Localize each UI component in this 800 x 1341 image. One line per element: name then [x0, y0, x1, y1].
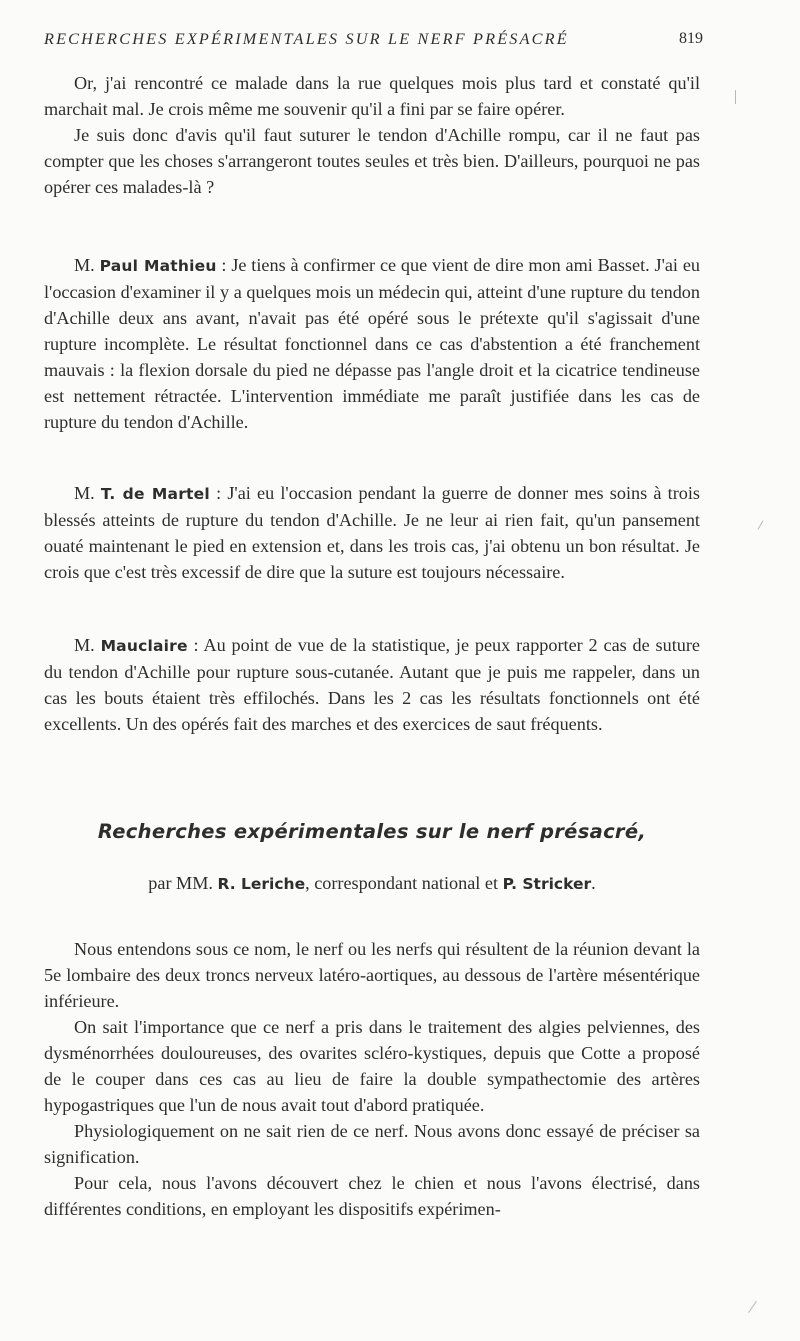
paragraph — [44, 632, 700, 737]
scan-mark — [748, 1301, 757, 1313]
scan-mark — [735, 90, 736, 104]
intervention-martel — [44, 480, 700, 585]
paragraph: Nous entendons sous ce nom, le nerf ou les nerfs qui résultent de la réunion devant la 5e lombaire des deux troncs nerveux latéro-aortiques, au dessous de l'artère mésentérique inférieure. — [44, 939, 700, 1011]
paragraph: Je suis donc d'avis qu'il faut suturer le tendon d'Achille rompu, car il ne faut pas compter que les choses s'arrangeront toutes seules et très bien. D'ailleurs, pourquoi ne pas opérer ces malades-là ? — [44, 125, 700, 197]
byline-suffix: . — [591, 873, 596, 893]
speaker-name: Paul Mathieu — [99, 257, 217, 275]
speaker-text: : Je tiens à confirmer ce que vient de dire mon ami Basset. J'ai eu l'occasion d'examiner il y a quelques mois un médecin qui, atteint d'une rupture du tendon d'Achille deux ans avant, n'avait pas été opéré sous le prétexte qu'il s'agissait d'une rupture incomplète. Le résultat fonctionnel dans ce cas d'abstention a été franchement mauvais : la flexion dorsale du pied ne dépasse pas l'angle droit et la cicatrice tendineuse est nettement rétractée. L'intervention immédiate me paraît justifiée dans les cas de rupture du tendon d'Achille. — [44, 255, 700, 432]
speaker-text: : J'ai eu l'occasion pendant la guerre de donner mes soins à trois blessés atteints de rupture du tendon d'Achille. Je ne leur ai rien fait, qu'un pansement ouaté maintenant le pied en extension et, dans les trois cas, j'ai obtenu un bon résultat. Je crois que c'est très excessif de dire que la suture est toujours nécessaire. — [44, 483, 701, 582]
byline-prefix: par MM. — [148, 873, 218, 893]
paragraph: Or, j'ai rencontré ce malade dans la rue quelques mois plus tard et constaté qu'il marchait mal. Je crois même me souvenir qu'il a fini par se faire opérer. — [44, 73, 700, 119]
article-title: Recherches expérimentales sur le nerf présacré, — [97, 820, 647, 843]
speaker-name: T. de Martel — [100, 485, 210, 503]
paragraph: Pour cela, nous l'avons découvert chez le chien et nous l'avons électrisé, dans différentes conditions, en employant les dispositifs expérimen- — [44, 1173, 700, 1219]
article-byline — [44, 873, 700, 894]
paragraph: On sait l'importance que ce nerf a pris dans le traitement des algies pelviennes, des dysménorrhées douloureuses, des ovarites scléro-kystiques, depuis que Cotte a proposé de le couper dans ces cas au lieu de faire la double sympathectomie des artères hypogastriques que l'un de nous avait tout d'abord pratiquée. — [44, 1017, 700, 1115]
speaker-prefix: M. — [74, 483, 101, 503]
scan-mark — [758, 520, 764, 529]
paragraph: Physiologiquement on ne sait rien de ce nerf. Nous avons donc essayé de préciser sa signification. — [44, 1121, 700, 1167]
discussion-opening — [44, 70, 700, 200]
intervention-mauclaire — [44, 632, 700, 737]
speaker-text: : Au point de vue de la statistique, je peux rapporter 2 cas de suture du tendon d'Achille pour rupture sous-cutanée. Autant que je puis me rappeler, dans un cas les bouts étaient très effilochés. Dans les 2 cas les résultats fonctionnels ont été excellents. Un des opérés fait des marches et des exercices de saut fréquents. — [44, 635, 700, 734]
page-number: 819 — [679, 30, 703, 47]
paragraph — [44, 252, 700, 435]
paragraph — [44, 480, 700, 585]
speaker-prefix: M. — [74, 635, 101, 655]
speaker-name: Mauclaire — [100, 637, 188, 655]
running-title: RECHERCHES EXPÉRIMENTALES SUR LE NERF PRÉSACRÉ — [44, 30, 569, 48]
author-name: R. Leriche — [217, 875, 306, 893]
article-body — [44, 936, 700, 1222]
byline-middle: , correspondant national et — [305, 873, 503, 893]
intervention-mathieu — [44, 252, 700, 435]
speaker-prefix: M. — [74, 255, 100, 275]
running-header — [44, 30, 703, 54]
author-name: P. Stricker — [502, 875, 592, 893]
